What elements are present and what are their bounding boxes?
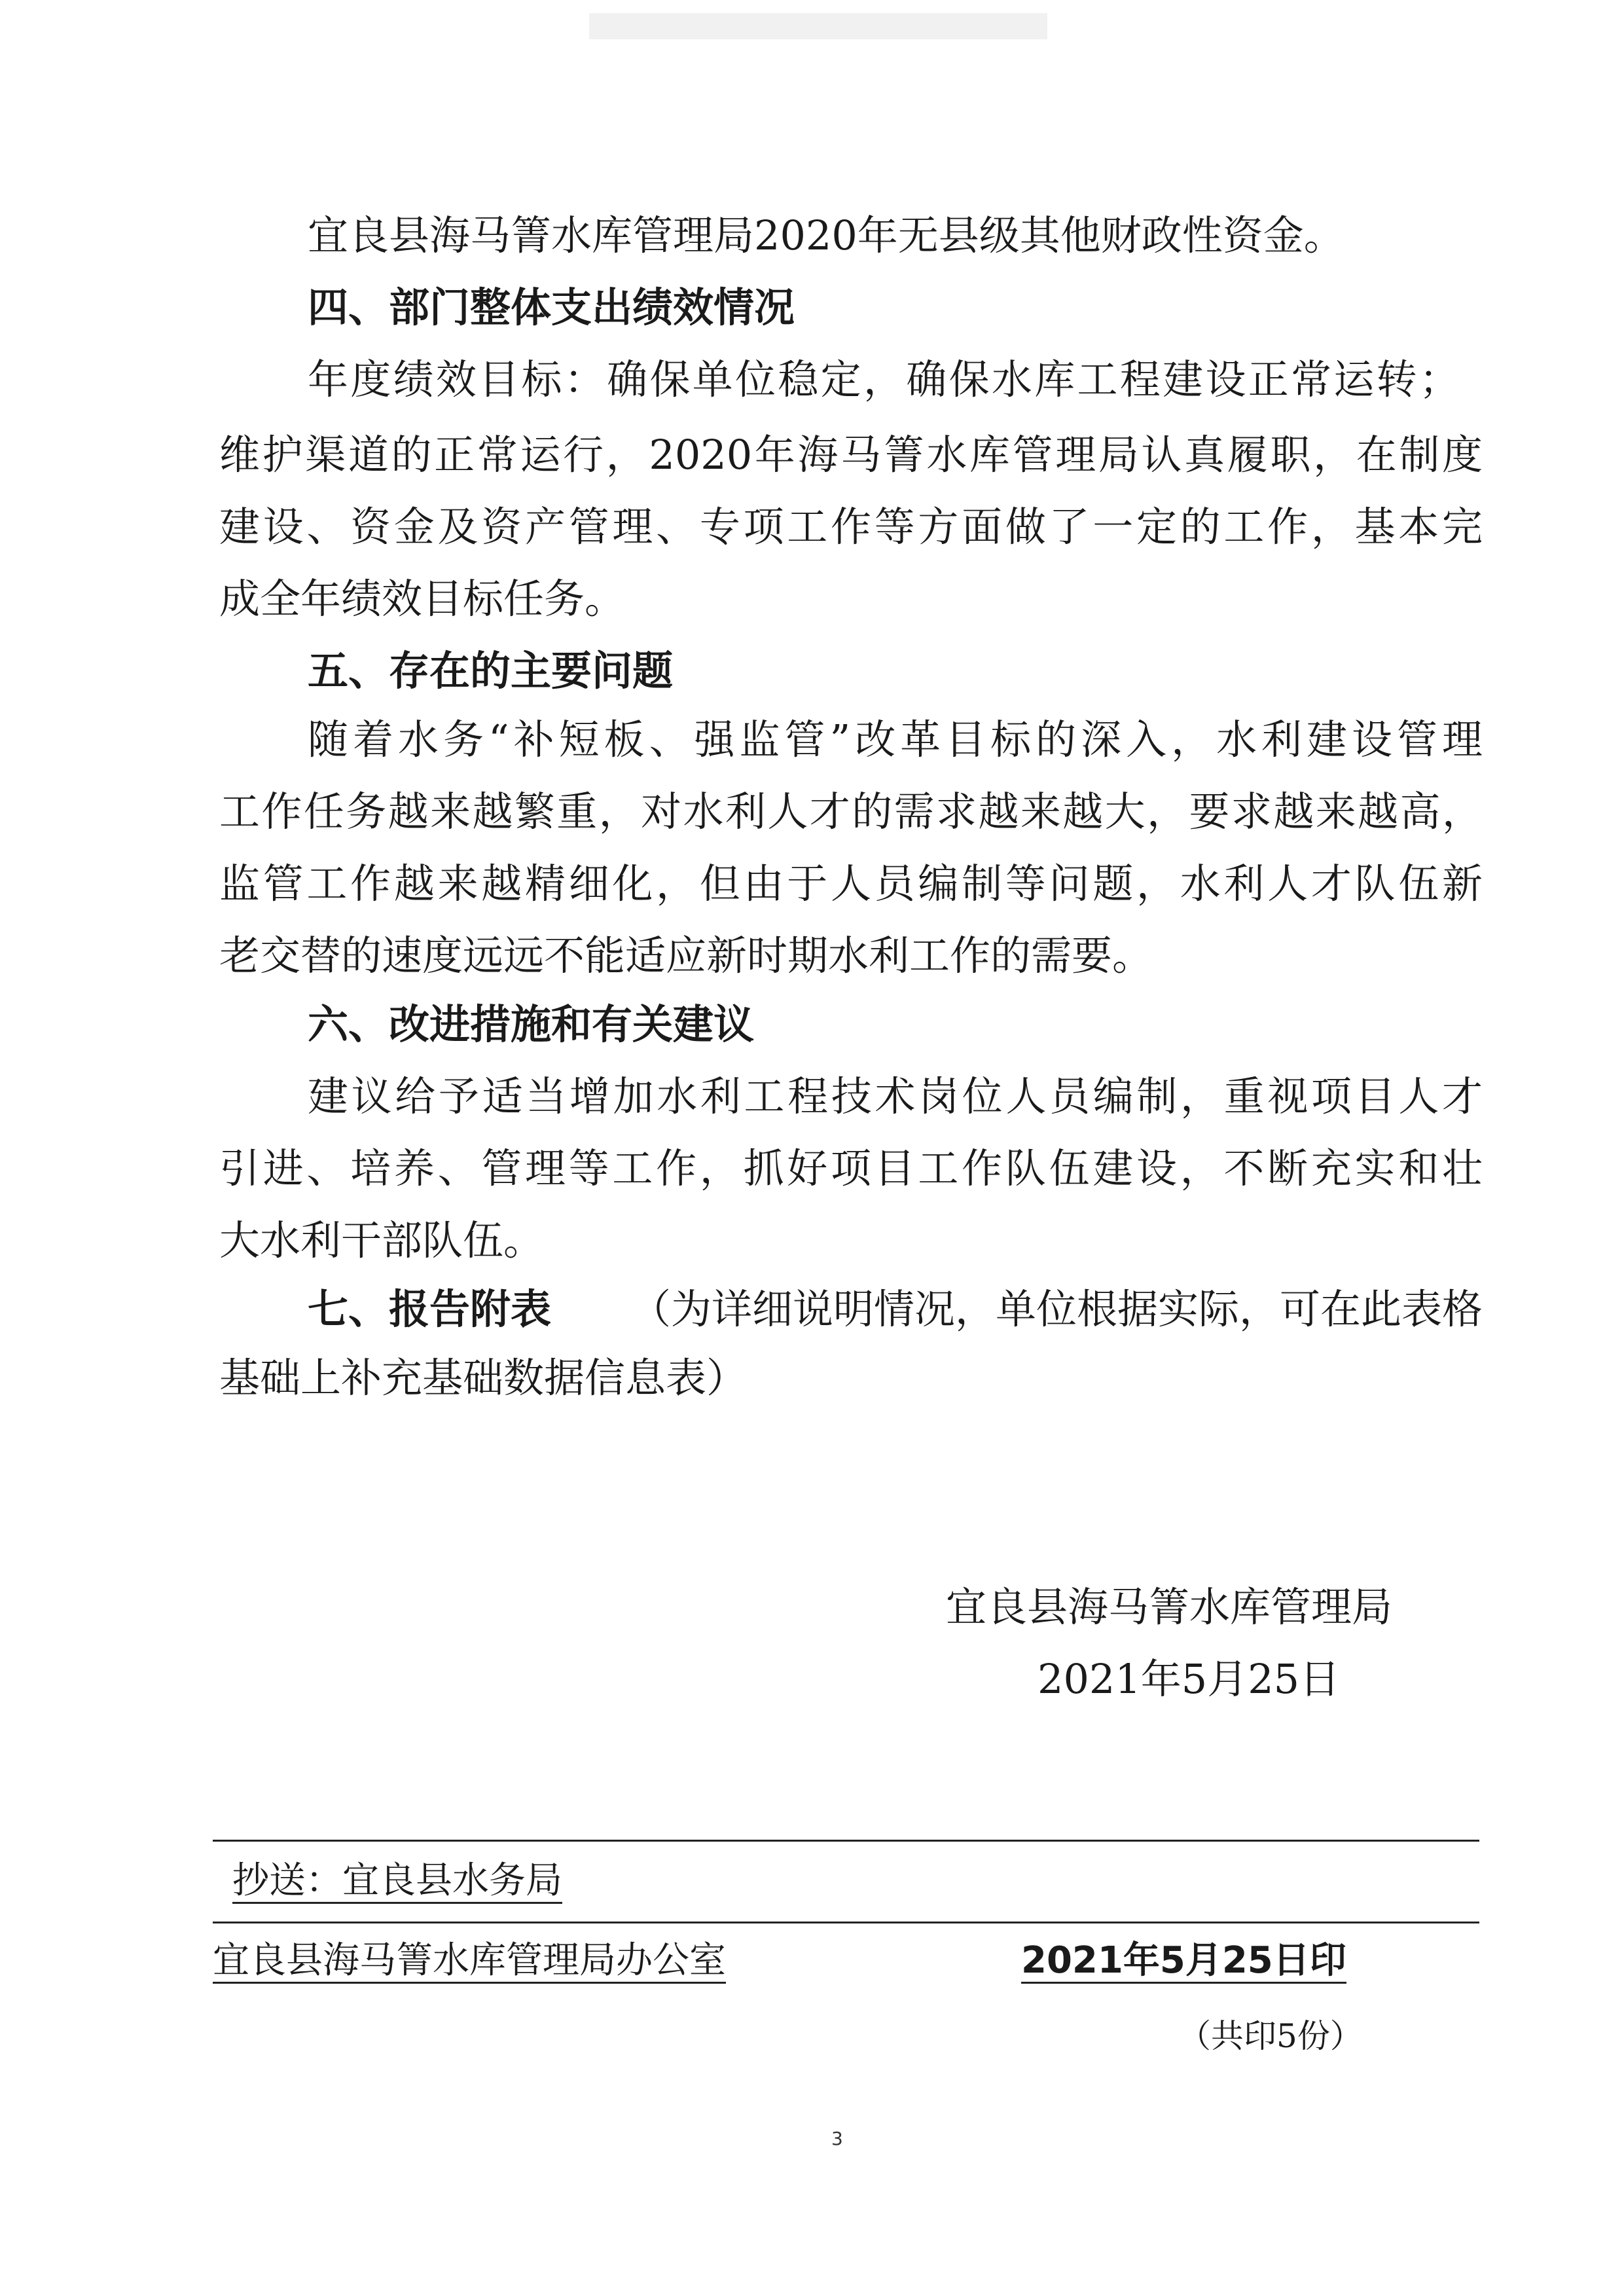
section-heading-6: 六、改进措施和有关建议	[308, 1000, 755, 1048]
print-date-text: 2021年5月25日印	[1021, 1939, 1346, 1984]
office-name: 宜良县海马箐水库管理局办公室	[213, 1939, 726, 1984]
office-line	[213, 1938, 726, 1984]
section-7-line	[308, 1283, 1483, 1336]
body-line: 年度绩效目标：确保单位稳定，确保水库工程建设正常运转；	[308, 355, 1460, 403]
section-heading-7: 七、报告附表	[308, 1285, 552, 1333]
body-line: 建设、资金及资产管理、专项工作等方面做了一定的工作，基本完	[219, 503, 1483, 551]
body-line: 大水利干部队伍。	[219, 1216, 545, 1264]
section-heading-5: 五、存在的主要问题	[308, 647, 674, 695]
scan-artifact	[589, 13, 1047, 39]
copies-count: （共印5份）	[1178, 2017, 1363, 2055]
cc-line	[232, 1858, 562, 1904]
body-line: 工作任务越来越繁重，对水利人才的需求越来越大，要求越来越高，	[219, 788, 1483, 835]
body-line: 基础上补充基础数据信息表）	[219, 1354, 748, 1402]
body-line: 监管工作越来越精细化，但由于人员编制等问题，水利人才队伍新	[219, 860, 1483, 907]
signature-date: 2021年5月25日	[1038, 1655, 1341, 1703]
body-line: 建议给予适当增加水利工程技术岗位人员编制，重视项目人才	[308, 1072, 1483, 1120]
section-heading-4: 四、部门整体支出绩效情况	[308, 283, 795, 331]
footer-rule-top	[213, 1840, 1479, 1842]
signature-org: 宜良县海马箐水库管理局	[946, 1583, 1393, 1631]
body-line: 随着水务“补短板、强监管”改革目标的深入，水利建设管理	[308, 716, 1483, 763]
body-line: 老交替的速度远远不能适应新时期水利工作的需要。	[219, 932, 1153, 979]
body-line: 成全年绩效目标任务。	[219, 575, 626, 623]
body-line: 宜良县海马箐水库管理局2020年无县级其他财政性资金。	[308, 211, 1344, 259]
section-7-note: （为详细说明情况，单位根据实际，可在此表格	[630, 1285, 1483, 1333]
page-number: 3	[831, 2128, 843, 2149]
body-line: 维护渠道的正常运行，2020年海马箐水库管理局认真履职，在制度	[219, 431, 1483, 479]
body-line: 引进、培养、管理等工作，抓好项目工作队伍建设，不断充实和壮	[219, 1144, 1483, 1192]
print-date	[1021, 1938, 1346, 1984]
cc-text: 抄送：宜良县水务局	[232, 1859, 562, 1904]
footer-rule-middle	[213, 1922, 1479, 1923]
